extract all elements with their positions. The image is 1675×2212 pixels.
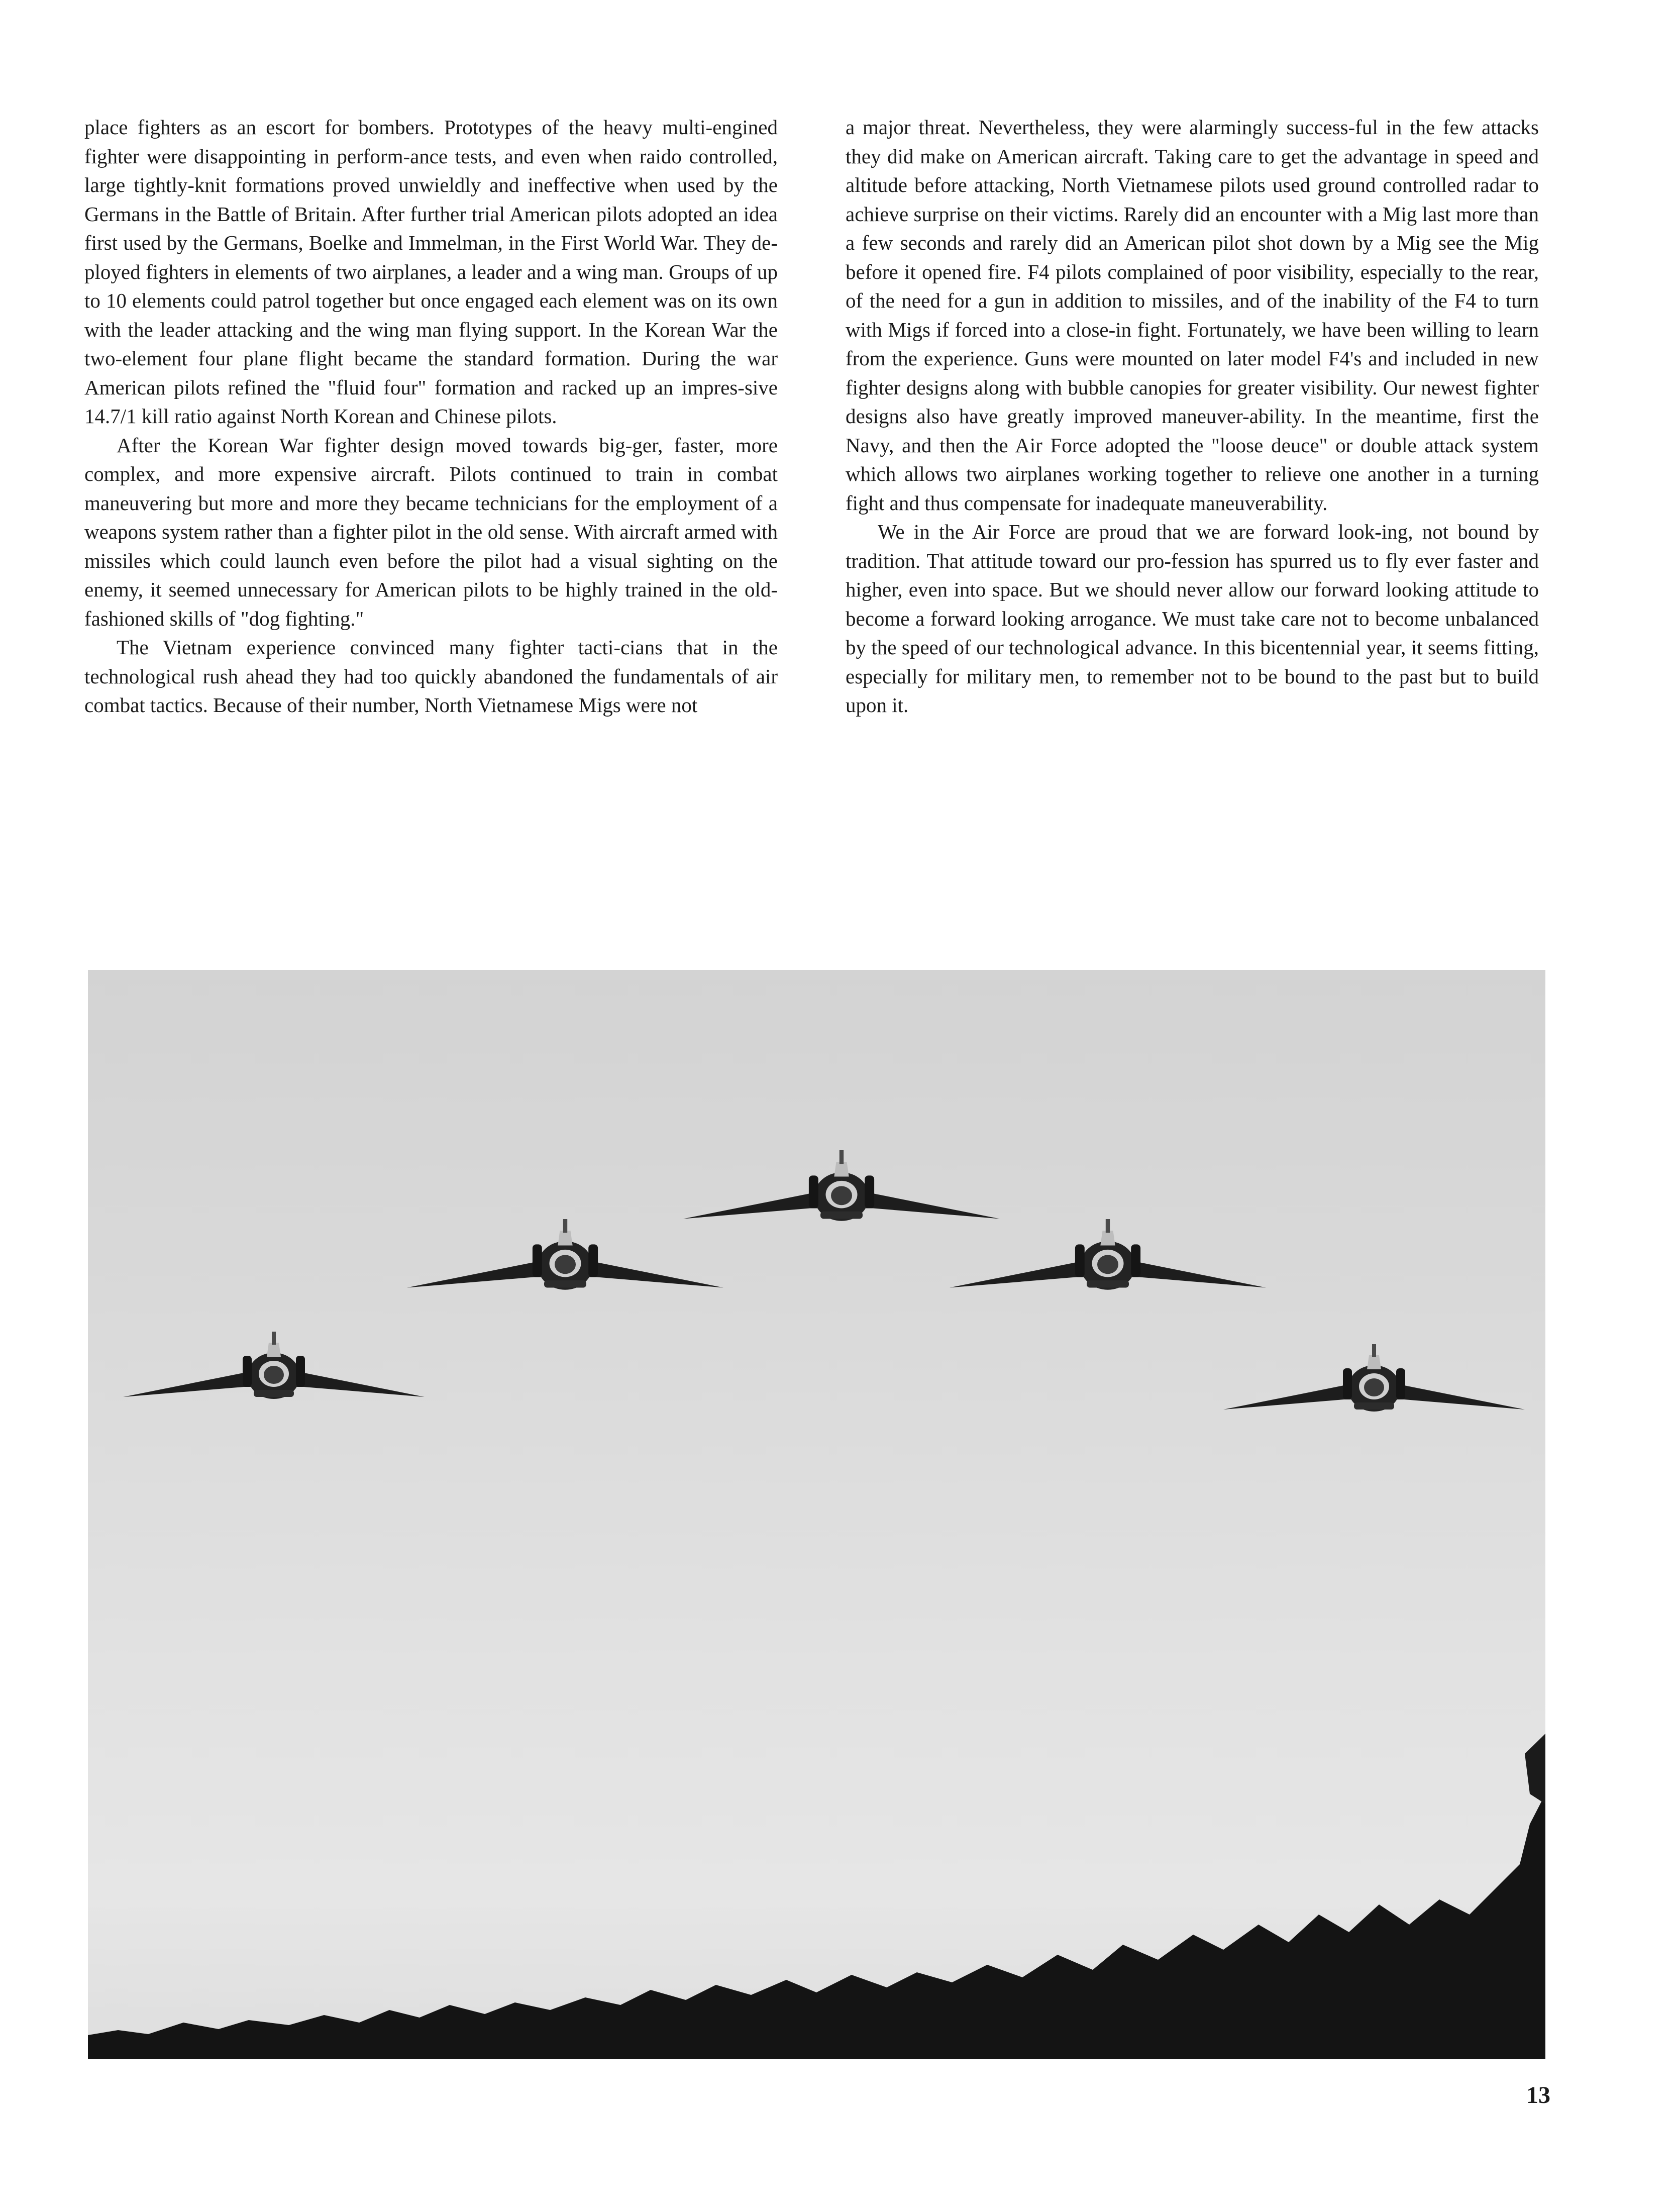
jet-right-inner [950, 1219, 1266, 1290]
left-text-column [84, 113, 778, 720]
formation-photo-drawing [88, 970, 1545, 2059]
tree-right-edge [1525, 1734, 1545, 1804]
jet-left-inner [407, 1219, 723, 1290]
treeline [88, 1794, 1545, 2059]
jet-lead [683, 1150, 1000, 1221]
left-paragraph-1: place fighters as an escort for bombers. Prototypes of the heavy multi-engined fighter were disappointing in perform-ance tests, and even when raido controlled, large tightly-knit formations proved unwieldly and ineffective when used by the Germans in the Battle of Britain. After further trial American pilots adopted an idea first used by the Germans, Boelke and Immelman, in the First World War. They de-ployed fighters in elements of two airplanes, a leader and a wing man. Groups of up to 10 elements could patrol together but once engaged each element was on its own with the leader attacking and the wing man flying support. In the Korean War the two-element four plane flight became the standard formation. During the war American pilots refined the "fluid four" formation and racked up an impres-sive 14.7/1 kill ratio against North Korean and Chinese pilots. [84, 116, 778, 428]
formation-photo [88, 970, 1545, 2059]
page-number: 13 [1526, 2082, 1550, 2108]
left-paragraph-2: After the Korean War fighter design moved towards big-ger, faster, more complex, and more expensive aircraft. Pilots continued to train in combat maneuvering but more and more they became technicians for the employment of a weapons system rather than a fighter pilot in the old sense. With aircraft armed with missiles which could launch even before the pilot had a visual sighting on the enemy, it seemed unnecessary for American pilots to be highly trained in the old-fashioned skills of "dog fighting." [84, 433, 778, 630]
jet-right-outer [1223, 1344, 1525, 1412]
left-paragraph-3: The Vietnam experience convinced many fighter tacti-cians that in the technological rush ahead they had too quickly abandoned the fundamentals of air combat tactics. Because of their number, North Vietnamese Migs were not [84, 636, 778, 717]
jet-left-outer [123, 1332, 425, 1399]
right-paragraph-1: a major threat. Nevertheless, they were alarmingly success-ful in the few attacks they did make on American aircraft. Taking care to get the advantage in speed and altitude before attacking, North Vietnamese pilots used ground controlled radar to achieve surprise on their victims. Rarely did an encounter with a Mig last more than a few seconds and rarely did an American pilot shot down by a Mig see the Mig before it opened fire. F4 pilots complained of poor visibility, especially to the rear, of the need for a gun in addition to missiles, and of the inability of the F4 to turn with Migs if forced into a close-in fight. Fortunately, we have been willing to learn from the experience. Guns were mounted on later model F4's and included in new fighter designs along with bubble canopies for greater visibility. Our newest fighter designs also have greatly improved maneuver-ability. In the meantime, first the Navy, and then the Air Force adopted the "loose deuce" or double attack system which allows two airplanes working together to relieve one another in a turning fight and thus compensate for inadequate maneuverability. [846, 116, 1539, 515]
right-text-column [846, 113, 1539, 720]
right-paragraph-2: We in the Air Force are proud that we are forward look-ing, not bound by tradition. That attitude toward our pro-fession has spurred us to fly ever faster and higher, even into space. But we should never allow our forward looking attitude to become a forward looking arrogance. We must take care not to become unbalanced by the speed of our technological advance. In this bicentennial year, it seems fitting, especially for military men, to remember not to be bound to the past but to build upon it. [846, 520, 1539, 717]
